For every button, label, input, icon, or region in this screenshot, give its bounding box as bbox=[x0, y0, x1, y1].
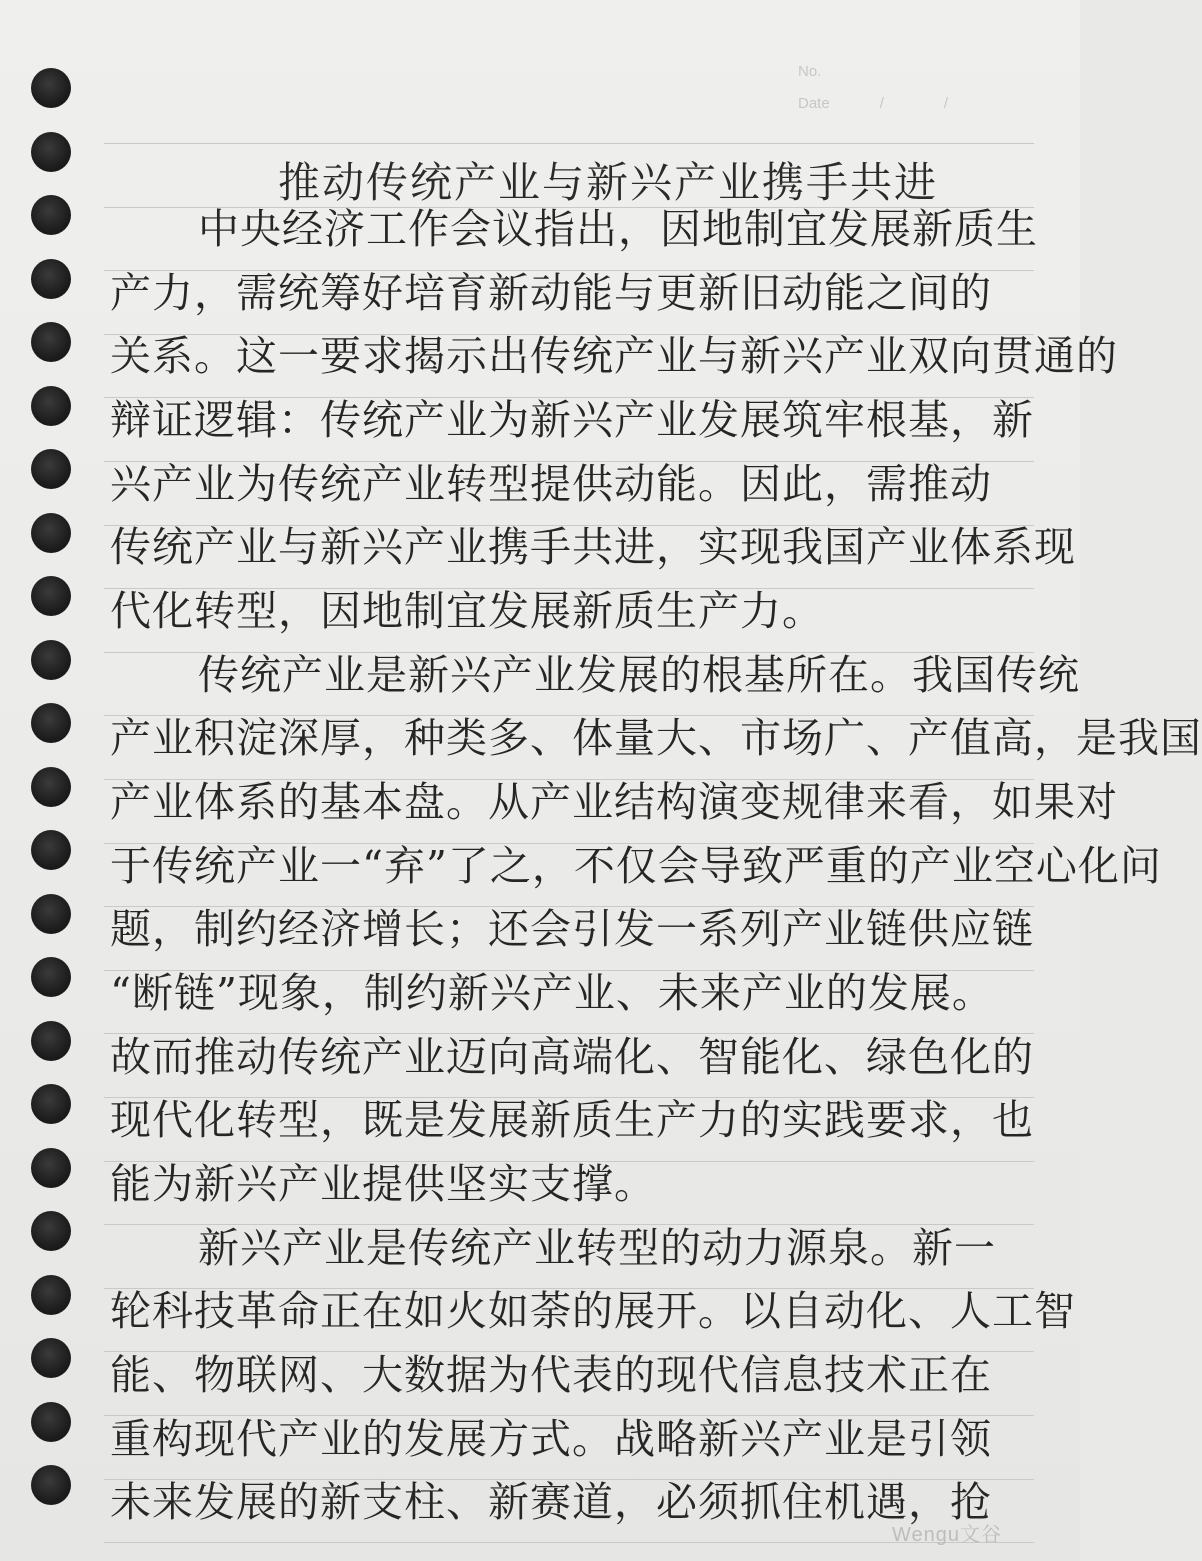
text-line: 未来发展的新支柱、新赛道，必须抓住机遇，抢 bbox=[110, 1478, 992, 1526]
text-line: 代化转型，因地制宜发展新质生产力。 bbox=[110, 587, 824, 635]
text-line: 传统产业是新兴产业发展的根基所在。我国传统 bbox=[198, 651, 1080, 699]
binding-hole bbox=[31, 703, 71, 743]
number-row bbox=[798, 56, 948, 88]
text-line: 重构现代产业的发展方式。战略新兴产业是引领 bbox=[110, 1415, 992, 1463]
binding-hole bbox=[31, 68, 71, 108]
binding-hole bbox=[31, 386, 71, 426]
ruled-line bbox=[104, 143, 1034, 144]
binding-hole bbox=[31, 1211, 71, 1251]
binding-hole bbox=[31, 1148, 71, 1188]
binding-hole bbox=[31, 322, 71, 362]
text-line: 关系。这一要求揭示出传统产业与新兴产业双向贯通的 bbox=[110, 332, 1118, 380]
binding-hole bbox=[31, 894, 71, 934]
binding-hole bbox=[31, 513, 71, 553]
text-line: 题，制约经济增长；还会引发一系列产业链供应链 bbox=[110, 905, 1034, 953]
text-line: 现代化转型，既是发展新质生产力的实践要求，也 bbox=[110, 1096, 1034, 1144]
text-line: 产力，需统筹好培育新动能与更新旧动能之间的 bbox=[110, 269, 992, 317]
brand-watermark: Wengu文谷 bbox=[892, 1524, 1003, 1546]
text-line: 能、物联网、大数据为代表的现代信息技术正在 bbox=[110, 1351, 992, 1399]
binding-hole bbox=[31, 1275, 71, 1315]
text-line: 兴产业为传统产业转型提供动能。因此，需推动 bbox=[110, 460, 992, 508]
binding-holes bbox=[0, 0, 100, 1561]
binding-hole bbox=[31, 957, 71, 997]
binding-hole bbox=[31, 1084, 71, 1124]
date-row bbox=[798, 88, 948, 120]
binding-hole bbox=[31, 1465, 71, 1505]
date-separator: / bbox=[943, 95, 949, 112]
text-line: 传统产业与新兴产业携手共进，实现我国产业体系现 bbox=[110, 523, 1076, 571]
binding-hole bbox=[31, 449, 71, 489]
binding-hole bbox=[31, 1402, 71, 1442]
binding-hole bbox=[31, 830, 71, 870]
text-line: 故而推动传统产业迈向高端化、智能化、绿色化的 bbox=[110, 1033, 1034, 1081]
text-line: 辩证逻辑：传统产业为新兴产业发展筑牢根基，新 bbox=[110, 396, 1034, 444]
date-label: Date bbox=[798, 95, 830, 112]
binding-hole bbox=[31, 195, 71, 235]
text-line: “断链”现象，制约新兴产业、未来产业的发展。 bbox=[110, 969, 994, 1017]
text-line: 产业体系的基本盘。从产业结构演变规律来看，如果对 bbox=[110, 778, 1118, 826]
text-line: 中央经济工作会议指出，因地制宜发展新质生 bbox=[198, 205, 1038, 253]
binding-hole bbox=[31, 640, 71, 680]
binding-hole bbox=[31, 259, 71, 299]
binding-hole bbox=[31, 576, 71, 616]
page-header bbox=[798, 56, 948, 120]
binding-hole bbox=[31, 1021, 71, 1061]
binding-hole bbox=[31, 132, 71, 172]
date-separator: / bbox=[879, 95, 884, 112]
essay-title: 推动传统产业与新兴产业携手共进 bbox=[278, 158, 939, 207]
text-line: 轮科技革命正在如火如荼的展开。以自动化、人工智 bbox=[110, 1287, 1076, 1335]
text-line: 新兴产业是传统产业转型的动力源泉。新一 bbox=[198, 1224, 996, 1272]
binding-hole bbox=[31, 1338, 71, 1378]
number-label: No. bbox=[798, 63, 822, 80]
binding-hole bbox=[31, 767, 71, 807]
text-line: 能为新兴产业提供坚实支撑。 bbox=[110, 1160, 656, 1208]
text-line: 于传统产业一“弃”了之，不仅会导致严重的产业空心化问 bbox=[110, 842, 1162, 890]
text-line: 产业积淀深厚，种类多、体量大、市场广、产值高，是我国 bbox=[110, 714, 1202, 762]
